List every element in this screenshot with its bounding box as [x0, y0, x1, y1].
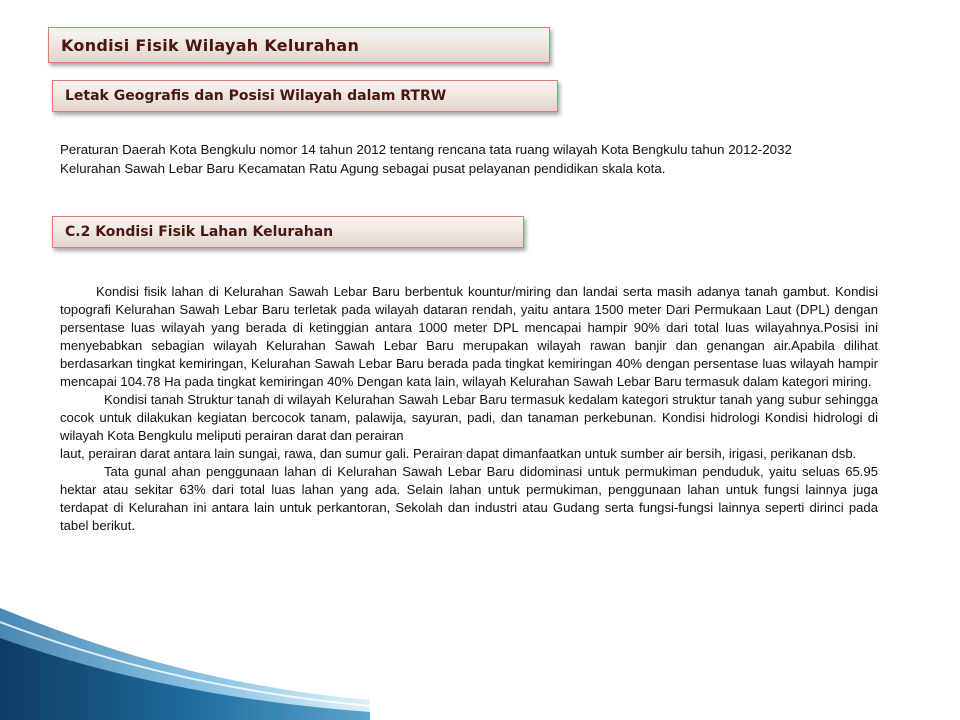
section-title-text: Kondisi Fisik Wilayah Kelurahan — [61, 35, 360, 55]
section-title-header — [48, 27, 550, 63]
subsection-geografis-text: Letak Geografis dan Posisi Wilayah dalam RTRW — [65, 88, 447, 104]
intro-paragraph: Peraturan Daerah Kota Bengkulu nomor 14 tahun 2012 tentang rencana tata ruang wilayah Kota Bengkulu tahun 2012-2032 Kelurahan Sawah Lebar Baru Kecamatan Ratu Agung sebagai pusat pelayanan pendidikan skala kota. — [60, 142, 792, 176]
slide-swoosh-decoration — [0, 600, 370, 720]
subsection-lahan-text: C.2 Kondisi Fisik Lahan Kelurahan — [65, 224, 334, 240]
paragraph-kondisi-tanah: Kondisi tanah Struktur tanah di wilayah Kelurahan Sawah Lebar Baru termasuk kedalam kategori struktur tanah yang subur sehingga cocok untuk dilakukan kegiatan bercocok tanam, palawija, sayuran, padi, dan tanaman perkebunan. Kondisi hidrologi Kondisi hidrologi di wilayah Kota Bengkulu meliputi perairan darat dan perairan — [60, 392, 878, 443]
subsection-lahan-header — [52, 216, 524, 248]
paragraph-perairan: laut, perairan darat antara lain sungai, rawa, dan sumur gali. Perairan dapat dimanfaatkan untuk sumber air bersih, irigasi, perikanan dsb. — [60, 446, 857, 461]
paragraph-kondisi-fisik: Kondisi fisik lahan di Kelurahan Sawah Lebar Baru berbentuk kountur/miring dan landai serta masih adanya tanah gambut. Kondisi topografi Kelurahan Sawah Lebar Baru terletak pada wilayah dataran rendah, yaitu antara 1500 meter Dari Permukaan Laut (DPL) dengan persentase luas wilayah yang berada di ketinggian antara 1000 meter DPL mencapai hampir 90% dari total luas wilayahnya.Posisi ini menyebabkan sebagian wilayah Kelurahan Sawah Lebar Baru merupakan wilayah rawan banjir dan genangan air.Apabila dilihat berdasarkan tingkat kemiringan, Kelurahan Sawah Lebar Baru berada pada tingkat kemiringan 40% dengan persentase luas wilayah hampir mencapai 104.78 Ha pada tingkat kemiringan 40% Dengan kata lain, wilayah Kelurahan Sawah Lebar Baru termasuk dalam kategori miring. — [60, 284, 878, 389]
paragraph-tata-guna-lahan: Tata gunal ahan penggunaan lahan di Kelurahan Sawah Lebar Baru didominasi untuk permukiman penduduk, yaitu seluas 65.95 hektar atau sekitar 63% dari total luas lahan yang ada. Selain lahan untuk permukiman, penggunaan lahan untuk fungsi lainnya juga terdapat di Kelurahan ini antara lain untuk perkantoran, Sekolah dan industri atau Gudang serta fungsi-fungsi lainnya seperti dirinci pada tabel berikut. — [60, 464, 878, 533]
body-text — [60, 283, 878, 535]
subsection-geografis-header — [52, 80, 558, 112]
